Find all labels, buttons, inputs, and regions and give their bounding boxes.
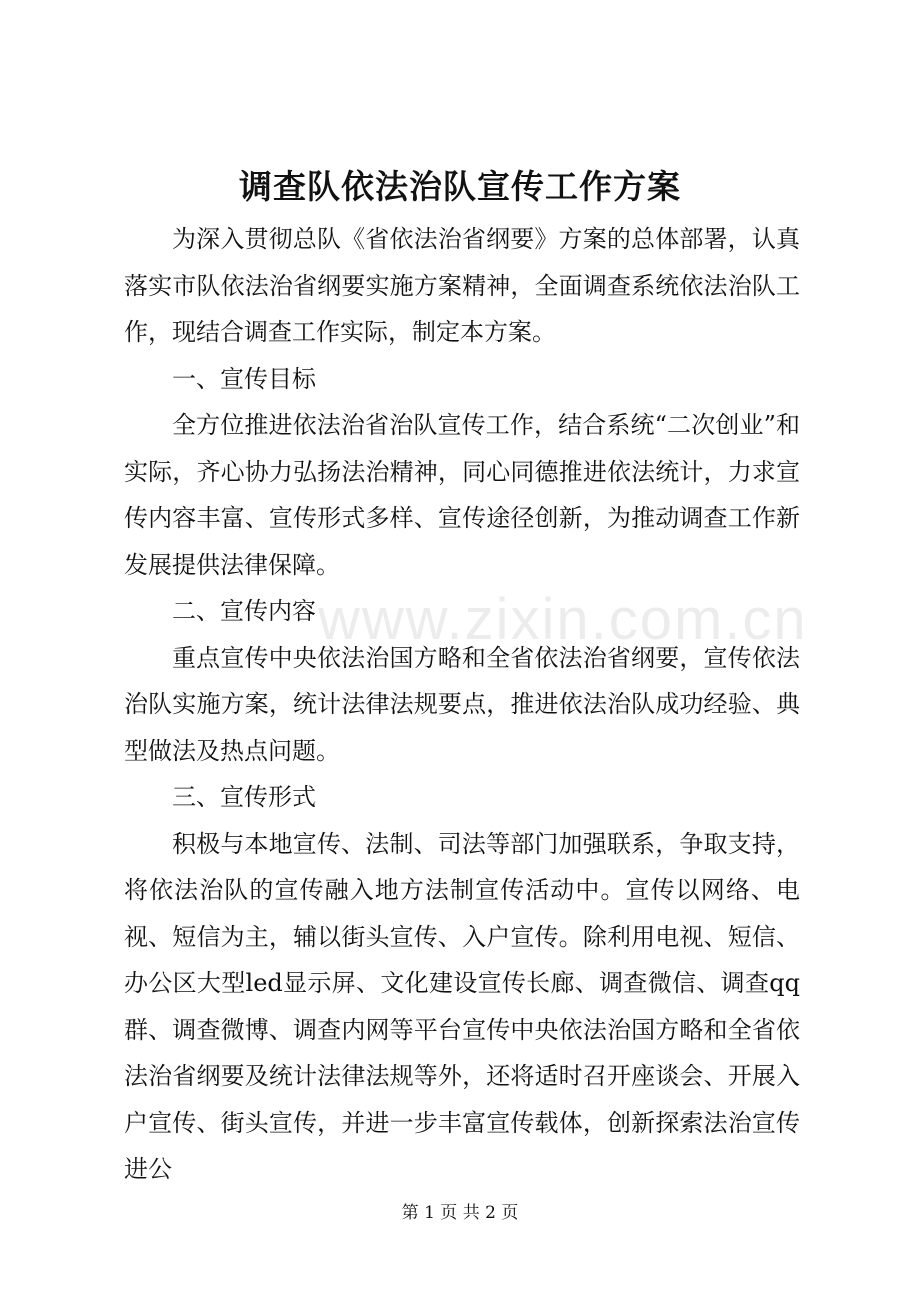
page-footer: 第 1 页 共 2 页 [401, 1203, 519, 1223]
document-body [124, 216, 800, 1193]
watermark: www.zixin.com.cn [318, 587, 808, 652]
paragraph-form: 积极与本地宣传、法制、司法等部门加强联系，争取支持，将依法治队的宣传融入地方法制宣传活动中。宣传以网络、电视、短信为主，辅以街头宣传、入户宣传。除利用电视、短信、办公区大型led显示屏、文化建设宣传长廊、调查微信、调查qq群、调查微博、调查内网等平台宣传中央依法治国方略和全省依法治省纲要及统计法律法规等外，还将适时召开座谈会、开展入户宣传、街头宣传，并进一步丰富宣传载体，创新探索法治宣传进公 [124, 829, 800, 1183]
paragraph-content: 重点宣传中央依法治国方略和全省依法治省纲要，宣传依法治队实施方案，统计法律法规要点，推进依法治队成功经验、典型做法及热点问题。 [124, 643, 800, 765]
document-title: 调查队依法治队宣传工作方案 [239, 167, 681, 206]
paragraph-intro: 为深入贯彻总队《省依法治省纲要》方案的总体部署，认真落实市队依法治省纲要实施方案精神，全面调查系统依法治队工作，现结合调查工作实际，制定本方案。 [124, 225, 800, 346]
section-heading-3: 三、宣传形式 [172, 783, 316, 811]
section-heading-1: 一、宣传目标 [172, 364, 316, 393]
paragraph-goal: 全方位推进依法治省治队宣传工作，结合系统“二次创业”和实际，齐心协力弘扬法治精神，同心同德推进依法统计，力求宣传内容丰富、宣传形式多样、宣传途径创新，为推动调查工作新发展提供法律保障。 [124, 411, 800, 579]
section-heading-2: 二、宣传内容 [172, 597, 316, 625]
